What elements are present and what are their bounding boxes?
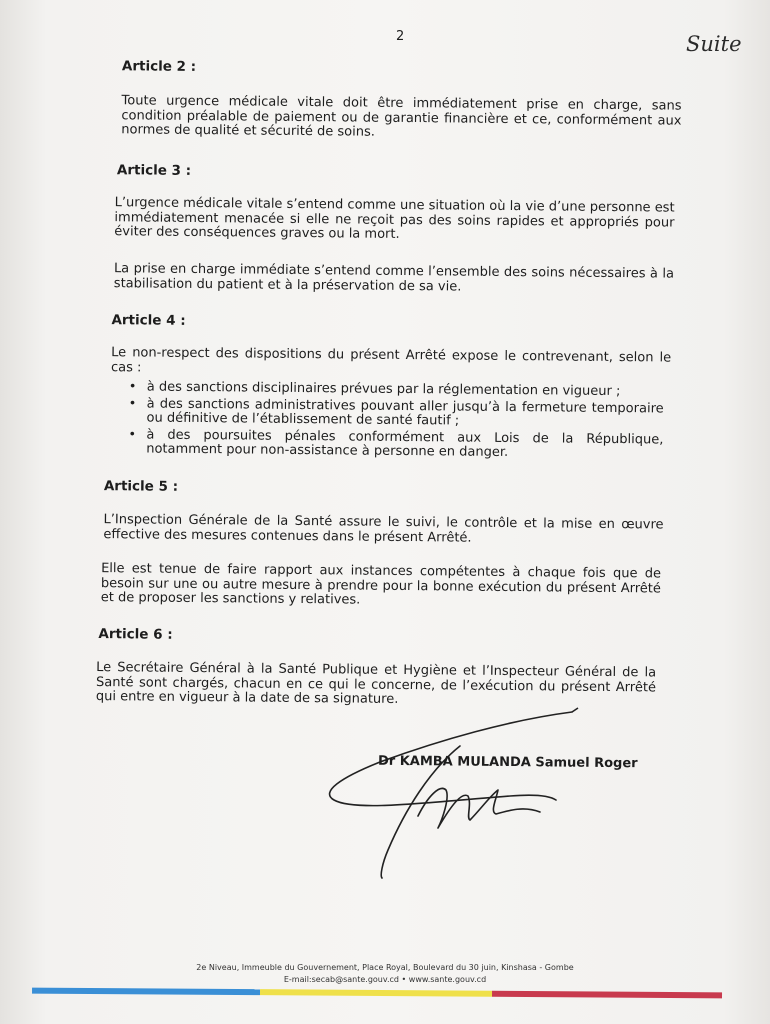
article-3-paragraph-2: La prise en charge immédiate s’entend comme l’ensemble des soins nécessaires à la stabilisation du patient et à la préservation de sa vie. <box>113 261 675 295</box>
article-4-bullet-list <box>128 380 664 464</box>
article-3-heading: Article 3 : <box>116 162 192 179</box>
document-body <box>95 58 684 707</box>
article-5-paragraph-2: Elle est tenue de faire rapport aux instances compétentes à chaque fois que de besoin sur une ou autre mesure à prendre pour la bonne exécution du présent Arrêté et de proposer les sanctions y relatives. <box>100 561 662 608</box>
list-item: • à des sanctions disciplinaires prévues par la réglementation en vigueur ; <box>129 380 664 400</box>
handwritten-signature <box>310 700 610 890</box>
continuation-mark: Suite <box>686 32 742 56</box>
article-4-paragraph: Le non-respect des dispositions du présent Arrêté expose le contrevenant, selon le cas : <box>110 345 672 375</box>
article-2-heading: Article 2 : <box>121 58 197 75</box>
page-number: 2 <box>396 29 405 44</box>
article-5-paragraph-1: L’Inspection Générale de la Santé assure le suivi, le contrôle et la mise en œuvre effective des mesures contenues dans le présent Arrêté. <box>103 512 664 546</box>
flag-band-blue <box>32 988 260 996</box>
article-5-heading: Article 5 : <box>103 478 179 495</box>
article-4-heading: Article 4 : <box>111 312 186 329</box>
article-6-heading: Article 6 : <box>98 626 173 643</box>
page-footer <box>0 962 770 986</box>
signer-name: Dr KAMBA MULANDA Samuel Roger <box>377 753 638 772</box>
flag-band-red <box>492 991 722 999</box>
list-item: • à des sanctions administratives pouvant aller jusqu’à la fermeture temporaire ou définitive de l’établissement de santé fautif ; <box>128 397 663 431</box>
article-2-paragraph: Toute urgence médicale vitale doit être immédiatement prise en charge, sans condition préalable de paiement ou de garantie financière et ce, conformément aux normes de qualité et sécurité de soins. <box>121 93 682 140</box>
footer-address: 2e Niveau, Immeuble du Gouvernement, Place Royal, Boulevard du 30 juin, Kinshasa - Gombe <box>196 963 574 972</box>
footer-contact: E-mail:secab@sante.gouv.cd • www.sante.gouv.cd <box>283 975 487 984</box>
national-color-band <box>32 988 722 1007</box>
list-item: • à des poursuites pénales conformément aux Lois de la République, notamment pour non-assistance à personne en danger. <box>128 428 663 462</box>
article-6-paragraph: Le Secrétaire Général à la Santé Publique et Hygiène et l’Inspecteur Général de la Santé sont chargés, chacun en ce qui le concerne, de l’exécution du présent Arrêté qui entre en vigueur à la date de sa signature. <box>95 660 657 707</box>
flag-band-yellow <box>260 989 492 997</box>
article-3-paragraph-1: L’urgence médicale vitale s’entend comme une situation où la vie d’une personne est immédiatement menacée si elle ne reçoit pas des soins rapides et appropriés pour éviter des conséquences graves ou la mort. <box>114 195 675 242</box>
